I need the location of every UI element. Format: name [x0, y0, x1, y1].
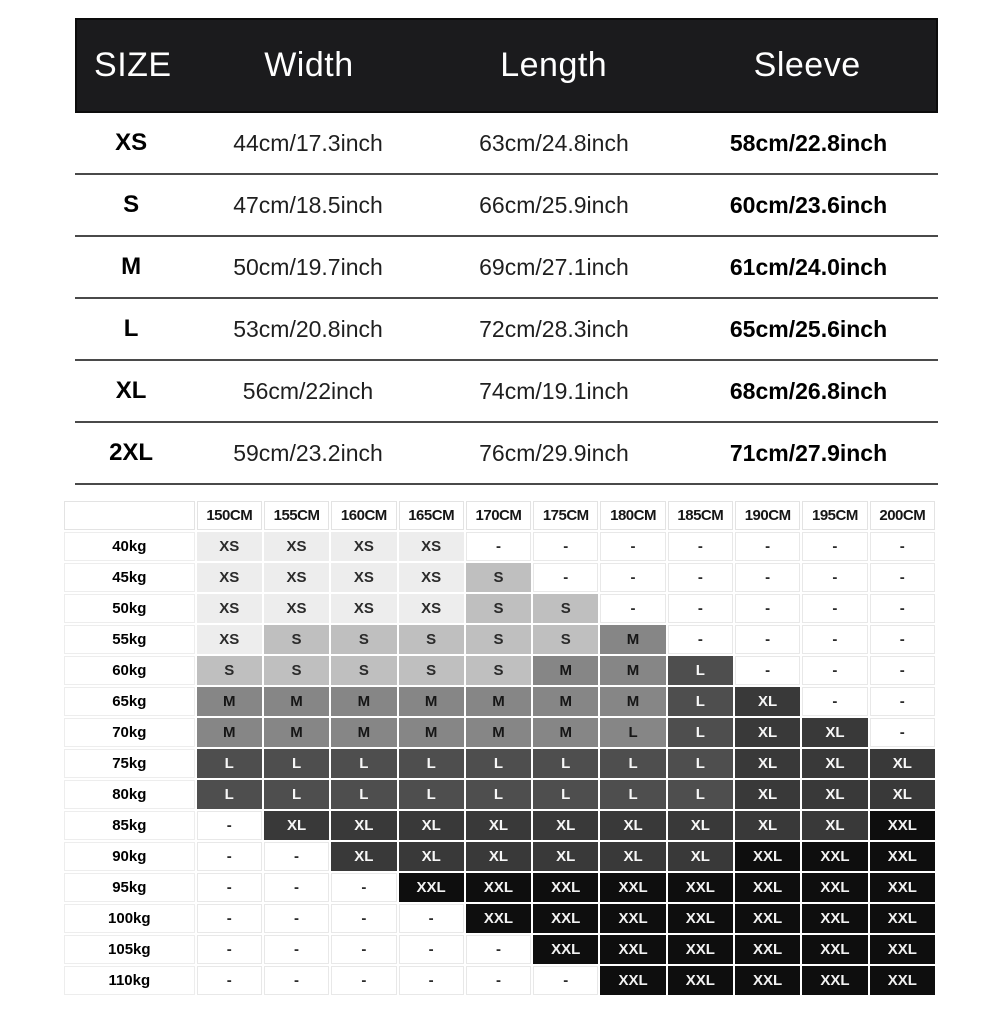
- matrix-cell: -: [668, 532, 733, 561]
- matrix-cell: -: [802, 625, 867, 654]
- garment-measurement-table: [75, 18, 938, 485]
- matrix-cell: S: [533, 625, 598, 654]
- matrix-cell: M: [600, 625, 665, 654]
- matrix-cell: -: [264, 966, 329, 995]
- matrix-cell: XS: [331, 532, 396, 561]
- matrix-cell: XL: [870, 749, 935, 778]
- matrix-cell: L: [533, 749, 598, 778]
- matrix-cell: S: [264, 656, 329, 685]
- matrix-cell: XL: [668, 811, 733, 840]
- matrix-cell: XXL: [668, 873, 733, 902]
- matrix-cell: -: [197, 842, 262, 871]
- matrix-cell: L: [668, 718, 733, 747]
- matrix-cell: XL: [802, 749, 867, 778]
- matrix-row: [64, 842, 935, 871]
- matrix-cell: XXL: [600, 873, 665, 902]
- width-value: 44cm/17.3inch: [233, 129, 383, 156]
- matrix-cell: XL: [802, 811, 867, 840]
- matrix-cell: S: [197, 656, 262, 685]
- matrix-cell: M: [533, 687, 598, 716]
- matrix-cell: XL: [466, 842, 531, 871]
- matrix-cell: -: [331, 966, 396, 995]
- matrix-row: [64, 904, 935, 933]
- header-width: Width: [264, 46, 354, 84]
- matrix-cell: L: [197, 780, 262, 809]
- matrix-cell: -: [668, 594, 733, 623]
- matrix-cell: L: [600, 749, 665, 778]
- matrix-cell: -: [533, 532, 598, 561]
- height-header: 190CM: [735, 501, 800, 530]
- matrix-row: [64, 563, 935, 592]
- matrix-cell: XL: [264, 811, 329, 840]
- matrix-cell: XXL: [802, 873, 867, 902]
- matrix-cell: XXL: [735, 904, 800, 933]
- height-header: 180CM: [600, 501, 665, 530]
- matrix-cell: -: [735, 563, 800, 592]
- sleeve-value: 61cm/24.0inch: [729, 253, 888, 280]
- matrix-cell: L: [331, 749, 396, 778]
- matrix-cell: XXL: [668, 966, 733, 995]
- matrix-cell: XXL: [870, 873, 935, 902]
- matrix-row: [64, 811, 935, 840]
- size-row: [75, 299, 938, 361]
- matrix-cell: XL: [870, 780, 935, 809]
- matrix-cell: -: [870, 656, 935, 685]
- matrix-cell: -: [870, 532, 935, 561]
- matrix-cell: -: [735, 625, 800, 654]
- matrix-cell: XXL: [802, 966, 867, 995]
- matrix-cell: XS: [331, 594, 396, 623]
- matrix-cell: XXL: [533, 873, 598, 902]
- weight-label: 65kg: [64, 687, 195, 716]
- weight-label: 100kg: [64, 904, 195, 933]
- matrix-cell: -: [735, 594, 800, 623]
- matrix-cell: XS: [399, 532, 464, 561]
- matrix-row: [64, 749, 935, 778]
- matrix-cell: XL: [735, 749, 800, 778]
- matrix-cell: S: [466, 656, 531, 685]
- matrix-cell: -: [466, 966, 531, 995]
- matrix-cell: -: [399, 904, 464, 933]
- size-row: [75, 237, 938, 299]
- matrix-cell: L: [533, 780, 598, 809]
- matrix-cell: XXL: [533, 935, 598, 964]
- matrix-cell: -: [870, 563, 935, 592]
- matrix-cell: L: [399, 780, 464, 809]
- weight-label: 70kg: [64, 718, 195, 747]
- matrix-cell: -: [533, 563, 598, 592]
- header-size: SIZE: [94, 46, 172, 84]
- matrix-cell: XXL: [735, 842, 800, 871]
- matrix-cell: XS: [264, 532, 329, 561]
- matrix-cell: L: [197, 749, 262, 778]
- measurement-table-body: [75, 113, 938, 485]
- matrix-cell: -: [197, 966, 262, 995]
- height-header: 155CM: [264, 501, 329, 530]
- matrix-cell: -: [735, 656, 800, 685]
- width-value: 59cm/23.2inch: [233, 439, 383, 466]
- matrix-cell: XXL: [600, 904, 665, 933]
- sleeve-value: 65cm/25.6inch: [729, 315, 888, 342]
- size-label: M: [121, 253, 142, 280]
- matrix-cell: XXL: [870, 966, 935, 995]
- matrix-cell: M: [600, 687, 665, 716]
- size-label: L: [123, 315, 139, 342]
- matrix-cell: XL: [668, 842, 733, 871]
- matrix-cell: XL: [600, 811, 665, 840]
- height-header: 165CM: [399, 501, 464, 530]
- matrix-cell: L: [600, 718, 665, 747]
- matrix-cell: XXL: [668, 935, 733, 964]
- matrix-cell: -: [802, 594, 867, 623]
- matrix-cell: -: [399, 966, 464, 995]
- matrix-cell: -: [197, 935, 262, 964]
- matrix-cell: XXL: [870, 811, 935, 840]
- matrix-cell: L: [264, 780, 329, 809]
- weight-label: 75kg: [64, 749, 195, 778]
- matrix-row: [64, 532, 935, 561]
- matrix-cell: XL: [735, 687, 800, 716]
- width-value: 50cm/19.7inch: [233, 253, 383, 280]
- matrix-cell: M: [264, 687, 329, 716]
- matrix-cell: XXL: [870, 842, 935, 871]
- matrix-cell: L: [668, 749, 733, 778]
- matrix-cell: XL: [533, 811, 598, 840]
- height-weight-matrix: [62, 499, 937, 997]
- height-header: 200CM: [870, 501, 935, 530]
- matrix-row: [64, 625, 935, 654]
- matrix-cell: S: [466, 625, 531, 654]
- matrix-cell: XS: [197, 532, 262, 561]
- matrix-cell: XXL: [466, 904, 531, 933]
- weight-label: 85kg: [64, 811, 195, 840]
- size-row: [75, 361, 938, 423]
- matrix-cell: L: [399, 749, 464, 778]
- matrix-cell: XL: [331, 811, 396, 840]
- matrix-cell: XXL: [802, 904, 867, 933]
- matrix-cell: -: [870, 718, 935, 747]
- matrix-cell: -: [600, 594, 665, 623]
- matrix-cell: -: [600, 563, 665, 592]
- matrix-cell: -: [331, 873, 396, 902]
- matrix-cell: -: [399, 935, 464, 964]
- matrix-cell: S: [466, 563, 531, 592]
- matrix-corner-cell: [64, 501, 195, 530]
- matrix-row: [64, 687, 935, 716]
- size-row: [75, 175, 938, 237]
- matrix-cell: L: [466, 749, 531, 778]
- matrix-cell: L: [668, 780, 733, 809]
- matrix-cell: XL: [466, 811, 531, 840]
- matrix-cell: -: [802, 656, 867, 685]
- matrix-cell: XL: [399, 842, 464, 871]
- matrix-cell: M: [399, 718, 464, 747]
- matrix-cell: XL: [331, 842, 396, 871]
- matrix-cell: XL: [600, 842, 665, 871]
- matrix-cell: XXL: [735, 966, 800, 995]
- matrix-cell: XXL: [802, 842, 867, 871]
- matrix-cell: XS: [264, 563, 329, 592]
- matrix-cell: XL: [802, 780, 867, 809]
- matrix-cell: M: [197, 718, 262, 747]
- matrix-cell: XXL: [600, 935, 665, 964]
- weight-label: 45kg: [64, 563, 195, 592]
- matrix-cell: L: [331, 780, 396, 809]
- matrix-cell: -: [197, 873, 262, 902]
- length-value: 66cm/25.9inch: [479, 191, 629, 218]
- matrix-cell: -: [870, 594, 935, 623]
- matrix-cell: L: [668, 687, 733, 716]
- matrix-cell: -: [331, 904, 396, 933]
- matrix-cell: -: [466, 935, 531, 964]
- matrix-cell: -: [264, 904, 329, 933]
- matrix-cell: L: [466, 780, 531, 809]
- matrix-cell: M: [600, 656, 665, 685]
- matrix-cell: XXL: [399, 873, 464, 902]
- weight-label: 60kg: [64, 656, 195, 685]
- matrix-cell: -: [264, 873, 329, 902]
- matrix-cell: XS: [264, 594, 329, 623]
- length-value: 74cm/19.1inch: [479, 377, 629, 404]
- measurement-table-header: [75, 18, 938, 113]
- height-header: 150CM: [197, 501, 262, 530]
- matrix-cell: M: [264, 718, 329, 747]
- matrix-cell: XXL: [735, 873, 800, 902]
- size-label: XS: [115, 129, 148, 156]
- length-value: 76cm/29.9inch: [479, 439, 629, 466]
- matrix-cell: XL: [735, 780, 800, 809]
- matrix-cell: -: [533, 966, 598, 995]
- weight-label: 50kg: [64, 594, 195, 623]
- header-length: Length: [500, 46, 608, 84]
- matrix-cell: -: [870, 625, 935, 654]
- matrix-cell: XXL: [466, 873, 531, 902]
- matrix-cell: -: [264, 935, 329, 964]
- matrix-cell: XS: [197, 563, 262, 592]
- matrix-cell: M: [466, 687, 531, 716]
- matrix-cell: M: [399, 687, 464, 716]
- matrix-cell: XXL: [533, 904, 598, 933]
- matrix-cell: XL: [533, 842, 598, 871]
- matrix-cell: -: [264, 842, 329, 871]
- matrix-cell: S: [533, 594, 598, 623]
- height-weight-matrix-section: [62, 499, 1000, 997]
- height-header: 175CM: [533, 501, 598, 530]
- matrix-cell: XXL: [668, 904, 733, 933]
- width-value: 47cm/18.5inch: [233, 191, 383, 218]
- matrix-cell: XL: [399, 811, 464, 840]
- matrix-cell: L: [600, 780, 665, 809]
- matrix-cell: -: [735, 532, 800, 561]
- matrix-cell: S: [331, 656, 396, 685]
- sleeve-value: 68cm/26.8inch: [729, 377, 888, 404]
- matrix-row: [64, 780, 935, 809]
- matrix-cell: L: [264, 749, 329, 778]
- matrix-cell: XS: [399, 594, 464, 623]
- height-header: 185CM: [668, 501, 733, 530]
- sleeve-value: 58cm/22.8inch: [729, 129, 888, 156]
- matrix-header-row: [64, 501, 935, 530]
- height-header: 170CM: [466, 501, 531, 530]
- matrix-cell: -: [197, 904, 262, 933]
- matrix-cell: XXL: [735, 935, 800, 964]
- matrix-row: [64, 718, 935, 747]
- matrix-row: [64, 594, 935, 623]
- height-header: 160CM: [331, 501, 396, 530]
- matrix-cell: XXL: [870, 904, 935, 933]
- matrix-cell: XXL: [600, 966, 665, 995]
- matrix-cell: XL: [735, 811, 800, 840]
- weight-label: 90kg: [64, 842, 195, 871]
- header-sleeve: Sleeve: [753, 46, 861, 84]
- weight-label: 105kg: [64, 935, 195, 964]
- matrix-cell: -: [668, 563, 733, 592]
- size-row: [75, 113, 938, 175]
- matrix-cell: S: [399, 625, 464, 654]
- matrix-cell: XXL: [870, 935, 935, 964]
- matrix-cell: -: [466, 532, 531, 561]
- matrix-row: [64, 656, 935, 685]
- matrix-cell: M: [331, 718, 396, 747]
- matrix-cell: M: [197, 687, 262, 716]
- matrix-cell: XS: [197, 625, 262, 654]
- matrix-cell: S: [331, 625, 396, 654]
- matrix-cell: S: [399, 656, 464, 685]
- matrix-cell: S: [264, 625, 329, 654]
- matrix-cell: XS: [399, 563, 464, 592]
- weight-label: 80kg: [64, 780, 195, 809]
- weight-label: 110kg: [64, 966, 195, 995]
- length-value: 72cm/28.3inch: [479, 315, 629, 342]
- matrix-cell: XS: [197, 594, 262, 623]
- sleeve-value: 71cm/27.9inch: [729, 439, 888, 466]
- width-value: 53cm/20.8inch: [233, 315, 383, 342]
- size-label: 2XL: [109, 439, 154, 466]
- matrix-cell: -: [802, 532, 867, 561]
- size-row: [75, 423, 938, 485]
- length-value: 63cm/24.8inch: [479, 129, 629, 156]
- matrix-cell: XS: [331, 563, 396, 592]
- matrix-cell: M: [331, 687, 396, 716]
- weight-label: 55kg: [64, 625, 195, 654]
- matrix-row: [64, 966, 935, 995]
- matrix-row: [64, 935, 935, 964]
- matrix-row: [64, 873, 935, 902]
- matrix-cell: -: [331, 935, 396, 964]
- matrix-cell: L: [668, 656, 733, 685]
- weight-label: 95kg: [64, 873, 195, 902]
- matrix-cell: M: [466, 718, 531, 747]
- matrix-cell: -: [802, 563, 867, 592]
- weight-label: 40kg: [64, 532, 195, 561]
- matrix-cell: M: [533, 656, 598, 685]
- width-value: 56cm/22inch: [242, 377, 374, 404]
- matrix-cell: XL: [735, 718, 800, 747]
- size-label: S: [123, 191, 140, 218]
- length-value: 69cm/27.1inch: [479, 253, 629, 280]
- matrix-cell: -: [802, 687, 867, 716]
- size-label: XL: [115, 377, 147, 404]
- sleeve-value: 60cm/23.6inch: [729, 191, 888, 218]
- matrix-cell: M: [533, 718, 598, 747]
- matrix-cell: -: [600, 532, 665, 561]
- matrix-cell: XL: [802, 718, 867, 747]
- height-header: 195CM: [802, 501, 867, 530]
- matrix-cell: XXL: [802, 935, 867, 964]
- matrix-cell: -: [870, 687, 935, 716]
- matrix-cell: -: [668, 625, 733, 654]
- matrix-cell: S: [466, 594, 531, 623]
- matrix-cell: -: [197, 811, 262, 840]
